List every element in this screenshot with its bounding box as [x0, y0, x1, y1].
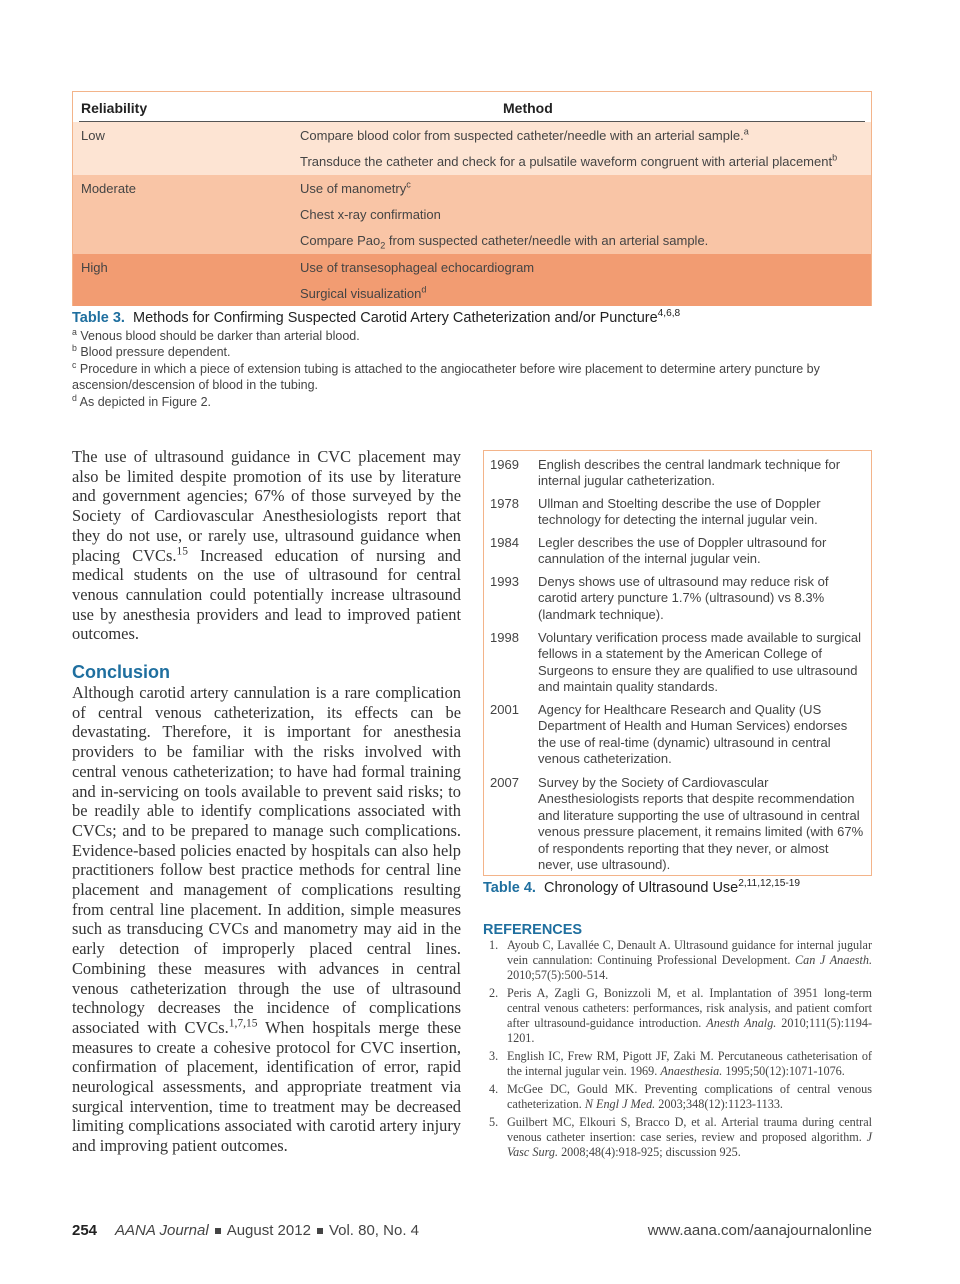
chronology-year: 2007 — [490, 775, 519, 790]
table-3-caption: Table 3. Methods for Confirming Suspected Carotid Artery Catheterization and/or Puncture$^{4,6,8}$ — [72, 308, 681, 326]
reliability-row-high — [73, 254, 871, 306]
chronology-event: Denys shows use of ultrasound may reduce risk of carotid artery puncture 1.7% (ultrasound) vs 8.3% (landmark technique). — [538, 574, 829, 622]
page-footer-left — [72, 1222, 419, 1239]
header-method: Method — [503, 100, 553, 116]
chronology-event: Voluntary verification process made available to surgical fellows in a statement by the American College of Surgeons to ensure they are qualified to use ultrasound and maintain quality standards. — [538, 630, 862, 695]
header-reliability: Reliability — [81, 100, 148, 116]
method-item: Compare Pao$_2$ from suspected catheter/needle with an arterial sample. — [300, 233, 709, 251]
reference-item: 3. English IC, Frew RM, Pigott JF, Zaki M. Percutaneous catheterisation of the internal jugular vein. 1969. Anaesthesia. 1995;50(12):1071-1076. — [489, 1049, 872, 1078]
body-paragraph-conclusion: Although carotid artery cannulation is a rare complication of central venous catheterization, its effects can be devastating. Therefore, it is important for anesthesia providers to be familiar with the risks involved with central venous catheterization; to have had formal training and in-servicing on tools available to prevent said risks; to be readily able to identify complications associated with CVCs; and to be prepared to manage such complications. Evidence-based policies enacted by hospitals can also help practitioners follow best practice methods for central line placement and management of complications resulting from central line placement. In addition, simple measures such as transducing CVCs and manometry may aid in the early detection of improperly placed central lines. Combining these measures with advances in central venous catheterization through the use of ultrasound technology decreases the incidence of complications associated with CVCs.$^{1,7,15}$ When hospitals merge these measures to create a cohesive protocol for CVC insertion, confirmation of placement, identification of error, rapid neurological assessments, and appropriate treatment via surgical intervention, time to treatment may be decreased limiting complications associated with carotid artery injury and improving patient outcomes. — [72, 683, 462, 1156]
journal-name: AANA Journal — [115, 1222, 209, 1239]
chronology-event: Survey by the Society of Cardiovascular Anesthesiologists reports that despite recommendation and literature supporting the use of ultrasound in central venous pressure placement, it remains limited (with 67% of respondents reporting that they never, or almost never, use ultrasound). — [538, 775, 864, 873]
footnote-d: $^d$ As depicted in Figure 2. — [72, 392, 211, 409]
conclusion-heading: Conclusion — [72, 662, 170, 682]
chronology-event: Legler describes the use of Doppler ultrasound for cannulation of the internal jugular vein. — [538, 535, 827, 567]
reliability-level: Moderate — [81, 181, 136, 196]
reference-item: 5. Guilbert MC, Elkouri S, Bracco D, et al. Arterial trauma during central venous catheter insertion: case series, review and proposed algorithm. J Vasc Surg. 2008;48(4):918-925; discussion 925. — [489, 1115, 872, 1159]
body-paragraph-ultrasound: The use of ultrasound guidance in CVC placement may also be limited despite promotion of its use by literature and government agencies; 67% of those surveyed by the Society of Cardiovascular Anesthesiologists report that they do not use, or rarely use, ultrasound guidance when placing CVCs.$^{15}$ Increased education of nursing and medical students on the use of ultrasound for central venous cannulation could potentially increase ultrasound use by anesthesia providers and lead to improved patient outcomes. — [72, 447, 461, 644]
reference-item: 4. McGee DC, Gould MK. Preventing complications of central venous catheterization. N Engl J Med. 2003;348(12):1123-1133. — [489, 1082, 872, 1111]
chronology-year: 1984 — [490, 535, 519, 550]
table-3 — [72, 91, 872, 306]
chronology-event: English describes the central landmark technique for internal jugular catheterization. — [538, 457, 841, 489]
reference-item: 2. Peris A, Zagli G, Bonizzoli M, et al. Implantation of 3951 long-term central venous catheters: performances, risk analysis, and patient comfort after ultrasound-guidance introduction. Anesth Analg. 2010;111(5):1194-1201. — [489, 986, 873, 1045]
chronology-year: 1969 — [490, 457, 519, 472]
method-item: Transduce the catheter and check for a pulsatile waveform congruent with arterial placement$^b$ — [300, 152, 838, 169]
references-list — [483, 938, 872, 1163]
table-4-caption: Table 4. Chronology of Ultrasound Use$^{2,11,12,15-19}$ — [483, 878, 800, 896]
page-number: 254 — [72, 1222, 98, 1239]
separator-square-icon — [215, 1228, 221, 1234]
references-heading: REFERENCES — [483, 922, 583, 938]
method-item: Chest x-ray confirmation — [300, 207, 441, 222]
reliability-level: High — [81, 260, 108, 275]
method-item: Use of transesophageal echocardiogram — [300, 260, 535, 275]
method-item: Use of manometry$^c$ — [300, 179, 411, 196]
table-4 — [483, 450, 872, 876]
footnote-c: $^c$ Procedure in which a piece of extension tubing is attached to the angiocatheter before wire placement to determine artery puncture by ascension/descension of blood in the tubing. — [72, 359, 820, 392]
chronology-year: 1978 — [490, 496, 519, 511]
chronology-event: Ullman and Stoelting describe the use of Doppler technology for detecting the internal jugular vein. — [538, 496, 821, 528]
reliability-row-low — [73, 122, 871, 175]
separator-square-icon — [317, 1228, 323, 1234]
issue-volume: Vol. 80, No. 4 — [328, 1222, 419, 1239]
footnote-a: $^a$ Venous blood should be darker than arterial blood. — [72, 326, 360, 343]
chronology-year: 2001 — [490, 702, 519, 717]
method-item: Compare blood color from suspected catheter/needle with an arterial sample.$^a$ — [300, 126, 749, 143]
journal-url[interactable]: www.aana.com/aanajournalonline — [647, 1222, 872, 1239]
chronology-year: 1998 — [490, 630, 519, 645]
chronology-year: 1993 — [490, 574, 519, 589]
chronology-event: Agency for Healthcare Research and Quality (US Department of Health and Human Services) endorses the use of real-time (dynamic) ultrasound in central venous catheterization. — [538, 702, 848, 767]
footnote-b: $^b$ Blood pressure dependent. — [72, 342, 231, 359]
method-item: Surgical visualization$^d$ — [300, 284, 427, 301]
reference-item: 1. Ayoub C, Lavallée C, Denault A. Ultrasound guidance for internal jugular vein cannulation: Continuing Professional Development. Can J Anaesth. 2010;57(5):500-514. — [489, 938, 872, 982]
issue-date: August 2012 — [226, 1222, 311, 1239]
reliability-row-moderate — [73, 175, 871, 254]
reliability-level: Low — [81, 128, 105, 143]
table-3-header — [73, 92, 871, 122]
